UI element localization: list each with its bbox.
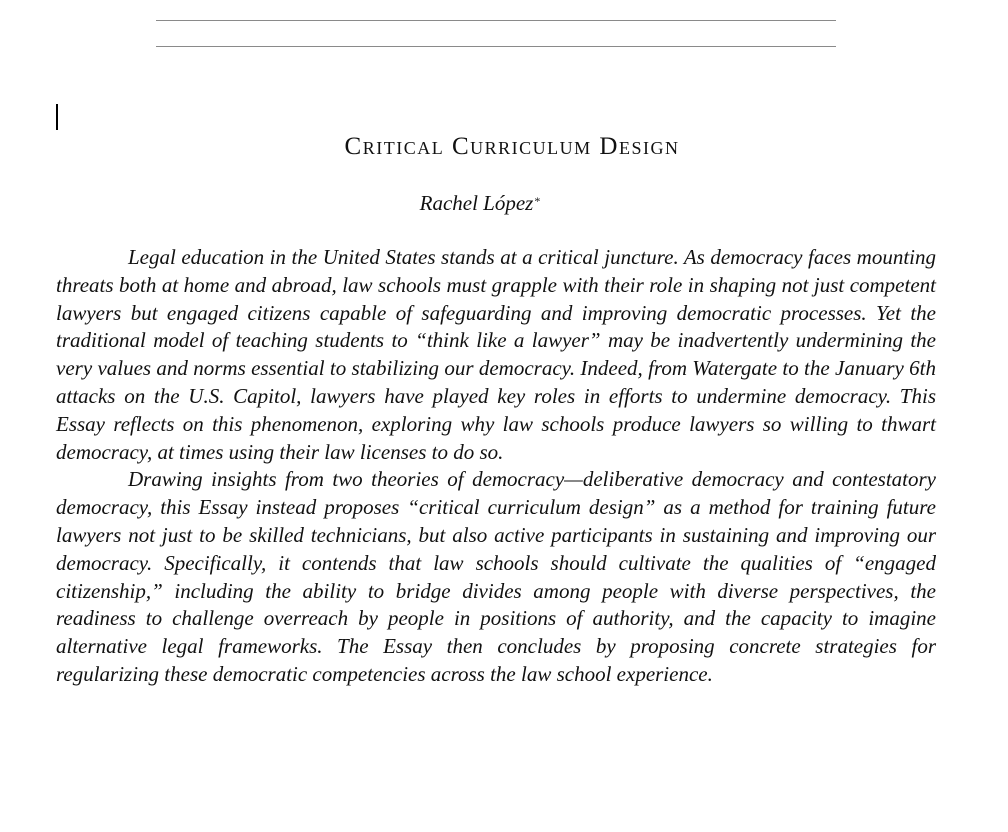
article-author — [0, 188, 960, 218]
header-rule-bottom — [156, 46, 836, 47]
author-footnote-mark[interactable]: * — [534, 194, 541, 208]
article-title-text: Critical Curriculum Design — [344, 133, 680, 160]
header-rule-top — [156, 20, 836, 21]
article-title — [0, 130, 1008, 164]
text-cursor — [56, 104, 58, 130]
abstract — [56, 244, 936, 689]
author-name: Rachel López — [419, 191, 534, 215]
abstract-paragraph-1: Legal education in the United States stands at a critical juncture. As democracy faces mounting threats both at home and abroad, law schools must grapple with their role in shaping not just competent lawyers but engaged citizens capable of safeguarding and improving democratic processes. Yet the traditional model of teaching students to “think like a lawyer” may be inadvertently undermining the very values and norms essential to stabilizing our democracy. Indeed, from Watergate to the January 6th attacks on the U.S. Capitol, lawyers have played key roles in efforts to undermine democracy. This Essay reflects on this phenomenon, exploring why law schools produce lawyers so willing to thwart democracy, at times using their law licenses to do so. — [56, 245, 936, 464]
abstract-paragraph-2: Drawing insights from two theories of democracy—deliberative democracy and contestatory democracy, this Essay instead proposes “critical curriculum design” as a method for training future lawyers not just to be skilled technicians, but also active participants in sustaining and improving our democracy. Specifically, it contends that law schools should cultivate the qualities of “engaged citizenship,” including the ability to bridge divides among people with diverse perspectives, the readiness to challenge overreach by people in positions of authority, and the capacity to imagine alternative legal frameworks. The Essay then concludes by proposing concrete strategies for regularizing these democratic competencies across the law school experience. — [56, 467, 936, 686]
